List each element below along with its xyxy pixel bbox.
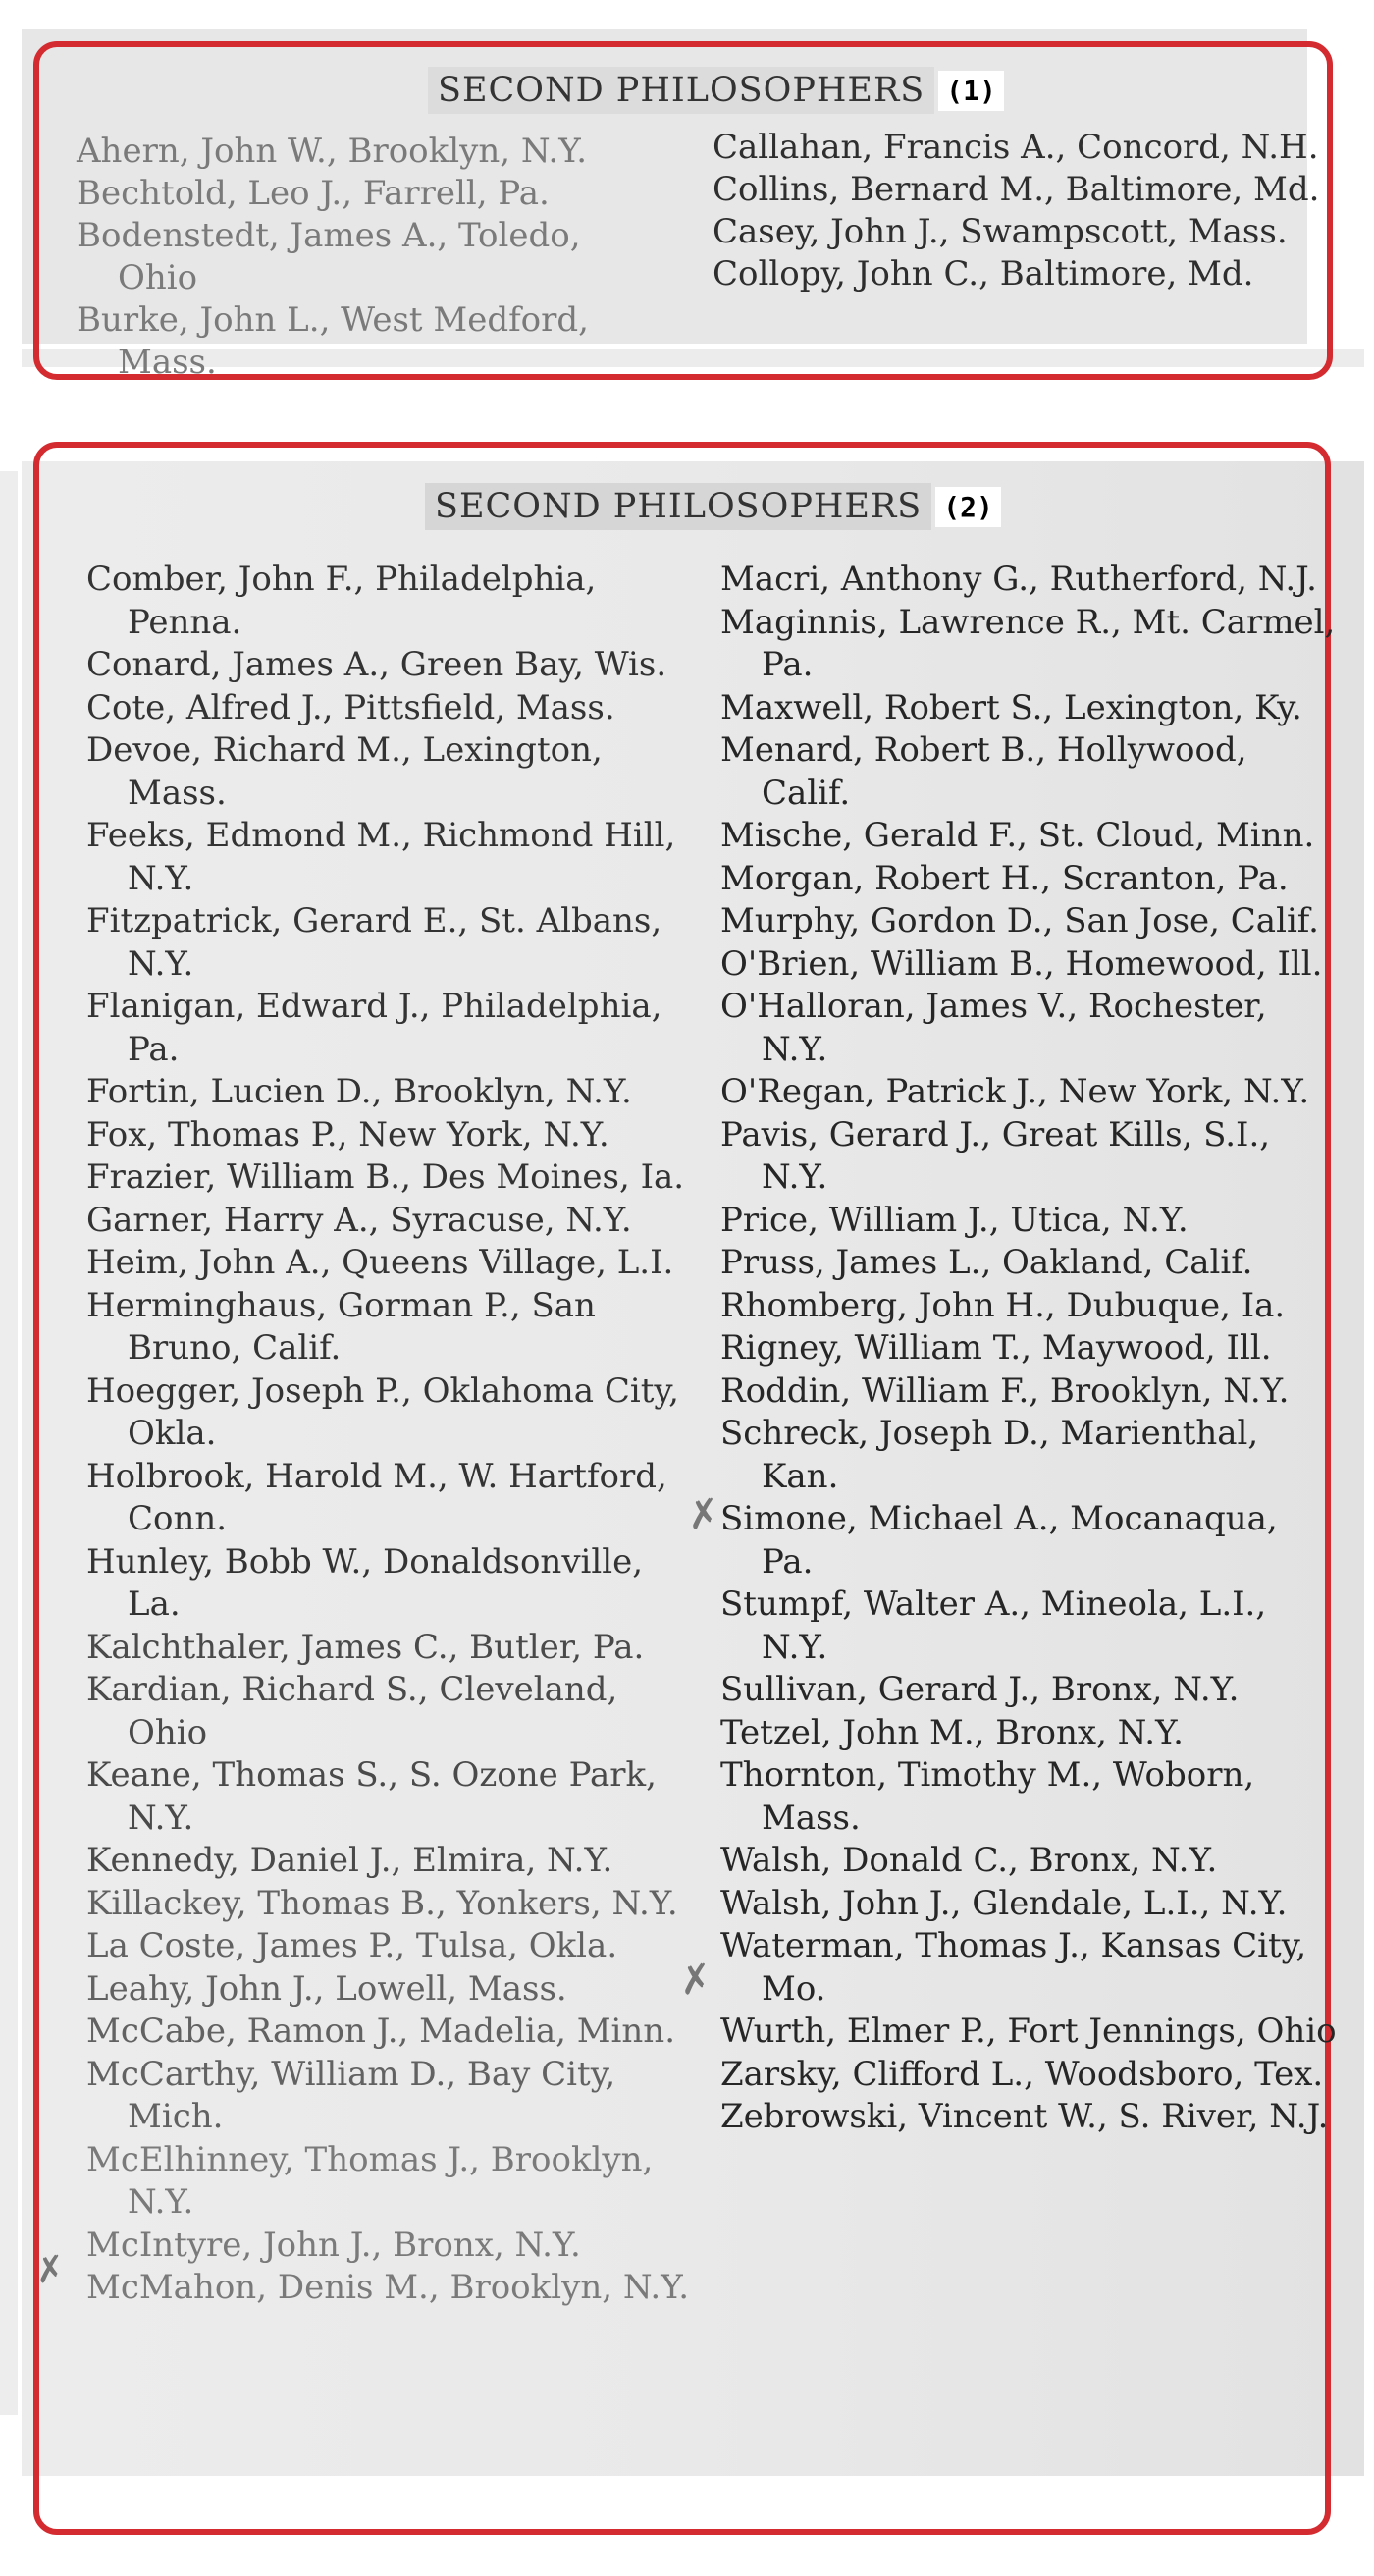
- list-item: McIntyre, John J., Bronx, N.Y.: [86, 2225, 581, 2265]
- list-item: Roddin, William F., Brooklyn, N.Y.: [720, 1370, 1290, 1411]
- list-item: Collins, Bernard M., Baltimore, Md.: [713, 170, 1320, 209]
- list-item: Bodenstedt, James A., Toledo, Ohio: [77, 216, 581, 297]
- list-item: Waterman, Thomas J., Kansas City, Mo.: [720, 1926, 1307, 2009]
- list-item: McCabe, Ramon J., Madelia, Minn.: [86, 2012, 676, 2051]
- list-item: Burke, John L., West Medford, Mass.: [77, 300, 589, 382]
- list-item: Kennedy, Daniel J., Elmira, N.Y.: [86, 1841, 613, 1880]
- section-tag: (1): [938, 71, 1004, 111]
- list-item: Callahan, Francis A., Concord, N.H.: [713, 128, 1319, 167]
- list-item: La Coste, James P., Tulsa, Okla.: [86, 1926, 618, 1965]
- list-item: Rhomberg, John H., Dubuque, Ia.: [720, 1285, 1286, 1325]
- list-item: Ahern, John W., Brooklyn, N.Y.: [77, 132, 588, 171]
- list-item: Pavis, Gerard J., Great Kills, S.I., N.Y.: [720, 1114, 1271, 1197]
- list-item: Devoe, Richard M., Lexington, Mass.: [86, 730, 603, 813]
- list-item: Collopy, John C., Baltimore, Md.: [713, 254, 1254, 294]
- list-item: Simone, Michael A., Mocanaqua, Pa.: [720, 1499, 1278, 1582]
- list-item: Hunley, Bobb W., Donaldsonville, La.: [86, 1541, 644, 1624]
- section-tag: (2): [935, 487, 1001, 527]
- list-item: Menard, Robert B., Hollywood, Calif.: [720, 730, 1247, 813]
- list-item: Stumpf, Walter A., Mineola, L.I., N.Y.: [720, 1584, 1267, 1667]
- pencil-check-mark-icon: ✗: [683, 1489, 723, 1540]
- pencil-check-mark-icon: ✗: [32, 2248, 68, 2292]
- name-list-right: [713, 127, 1321, 295]
- list-item: Zarsky, Clifford L., Woodsboro, Tex.: [720, 2054, 1324, 2094]
- list-item: Sullivan, Gerard J., Bronx, N.Y.: [720, 1670, 1240, 1709]
- list-item: McMahon, Denis M., Brooklyn, N.Y.: [86, 2268, 690, 2307]
- section-heading-2: [425, 483, 1001, 530]
- list-item: Macri, Anthony G., Rutherford, N.J.: [720, 560, 1317, 599]
- list-item: Pruss, James L., Oakland, Calif.: [720, 1243, 1253, 1282]
- list-item: Holbrook, Harold M., W. Hartford, Conn.: [86, 1456, 667, 1538]
- list-item: Hoegger, Joseph P., Oklahoma City, Okla.: [86, 1370, 679, 1453]
- list-item: Wurth, Elmer P., Fort Jennings, Ohio: [720, 2012, 1337, 2051]
- scan-edge: [0, 471, 18, 2415]
- list-item: O'Regan, Patrick J., New York, N.Y.: [720, 1072, 1310, 1111]
- list-item: Zebrowski, Vincent W., S. River, N.J.: [720, 2097, 1329, 2136]
- list-item: Cote, Alfred J., Pittsfield, Mass.: [86, 687, 615, 727]
- list-item: Thornton, Timothy M., Woborn, Mass.: [720, 1755, 1255, 1838]
- list-item: Frazier, William B., Des Moines, Ia.: [86, 1157, 685, 1197]
- list-item: Flanigan, Edward J., Philadelphia, Pa.: [86, 987, 662, 1069]
- section-title: SECOND PHILOSOPHERS: [425, 483, 931, 530]
- list-item: McCarthy, William D., Bay City, Mich.: [86, 2054, 616, 2136]
- list-item: Walsh, Donald C., Bronx, N.Y.: [720, 1841, 1218, 1880]
- list-item: Garner, Harry A., Syracuse, N.Y.: [86, 1200, 632, 1240]
- list-item: Fortin, Lucien D., Brooklyn, N.Y.: [86, 1072, 632, 1111]
- list-item: Maginnis, Lawrence R., Mt. Carmel, Pa.: [720, 602, 1336, 684]
- list-item: Rigney, William T., Maywood, Ill.: [720, 1328, 1272, 1368]
- pencil-check-mark-icon: ✗: [675, 1955, 715, 2006]
- list-item: Herminghaus, Gorman P., San Bruno, Calif.: [86, 1285, 596, 1368]
- section-title: SECOND PHILOSOPHERS: [428, 67, 934, 114]
- list-item: Murphy, Gordon D., San Jose, Calif.: [720, 901, 1319, 940]
- list-item: Fox, Thomas P., New York, N.Y.: [86, 1114, 609, 1154]
- list-item: Casey, John J., Swampscott, Mass.: [713, 212, 1288, 251]
- list-item: Schreck, Joseph D., Marienthal, Kan.: [720, 1414, 1259, 1496]
- list-item: McElhinney, Thomas J., Brooklyn, N.Y.: [86, 2139, 654, 2222]
- list-item: O'Brien, William B., Homewood, Ill.: [720, 943, 1323, 984]
- list-item: Feeks, Edmond M., Richmond Hill, N.Y.: [86, 816, 676, 898]
- list-item: Kalchthaler, James C., Butler, Pa.: [86, 1627, 645, 1667]
- list-item: Tetzel, John M., Bronx, N.Y.: [720, 1712, 1184, 1752]
- list-item: Bechtold, Leo J., Farrell, Pa.: [77, 174, 550, 213]
- list-item: Conard, James A., Green Bay, Wis.: [86, 645, 667, 684]
- list-item: Fitzpatrick, Gerard E., St. Albans, N.Y.: [86, 901, 662, 984]
- list-item: Walsh, John J., Glendale, L.I., N.Y.: [720, 1883, 1288, 1923]
- name-list-left: [86, 559, 695, 2310]
- list-item: Leahy, John J., Lowell, Mass.: [86, 1968, 567, 2009]
- list-item: O'Halloran, James V., Rochester, N.Y.: [720, 987, 1267, 1069]
- list-item: Heim, John A., Queens Village, L.I.: [86, 1243, 674, 1282]
- name-list-left: [77, 131, 665, 384]
- list-item: Killackey, Thomas B., Yonkers, N.Y.: [86, 1883, 678, 1923]
- name-list-right: [720, 559, 1339, 2139]
- list-item: Maxwell, Robert S., Lexington, Ky.: [720, 687, 1302, 727]
- section-heading-1: [428, 67, 1004, 114]
- list-item: Mische, Gerald F., St. Cloud, Minn.: [720, 816, 1315, 855]
- list-item: Kardian, Richard S., Cleveland, Ohio: [86, 1670, 618, 1752]
- list-item: Morgan, Robert H., Scranton, Pa.: [720, 858, 1289, 898]
- list-item: Price, William J., Utica, N.Y.: [720, 1200, 1189, 1240]
- list-item: Comber, John F., Philadelphia, Penna.: [86, 560, 597, 642]
- list-item: Keane, Thomas S., S. Ozone Park, N.Y.: [86, 1755, 657, 1838]
